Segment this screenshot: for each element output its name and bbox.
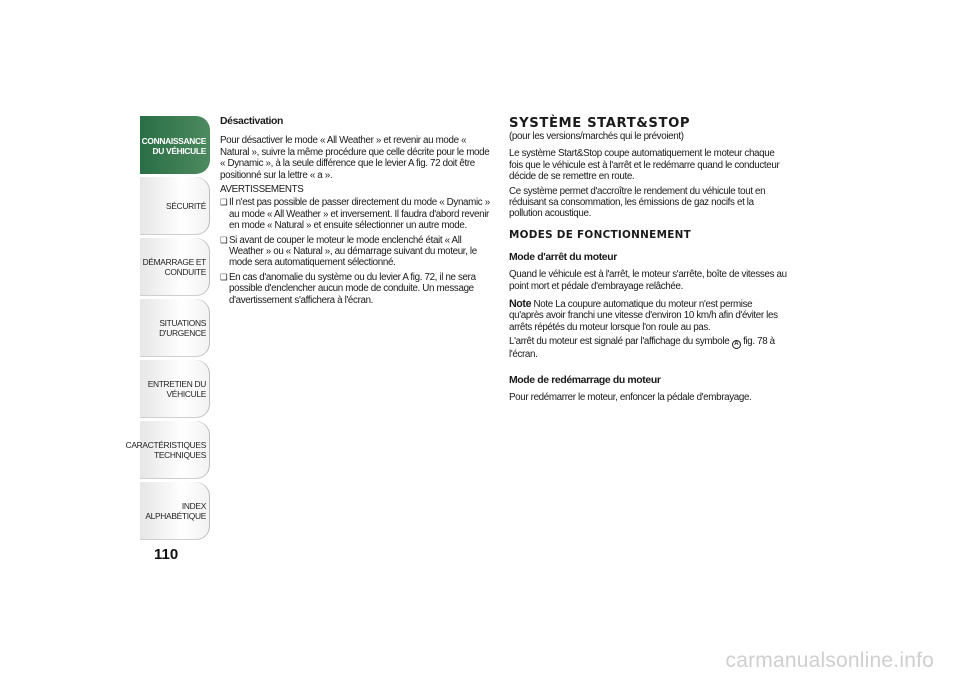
- note-text: Note La coupure automatique du moteur n'est permise qu'après avoir franchi une vitesse d'environ 10 km/h afin d'éviter les arrêts répétés du moteur lorsque l'on roule au pas.: [509, 299, 778, 333]
- watermark: carmanualsonline.info: [725, 649, 934, 672]
- stop-mode-heading: Mode d'arrêt du moteur: [509, 251, 617, 263]
- restart-mode-paragraph: Pour redémarrer le moteur, enfoncer la pédale d'embrayage.: [509, 392, 752, 404]
- startstop-paragraph-1: Le système Start&Stop coupe automatiquement le moteur chaque fois que le véhicule est à l'arrêt et le redémarre quand le conducteur décide de se remettre en route.: [509, 148, 780, 183]
- symbol-paragraph: [509, 336, 789, 360]
- warnings-label: AVERTISSEMENTS: [220, 184, 304, 196]
- list-item: ❑ Il n'est pas possible de passer directement du mode « Dynamic » au mode « All Weather » et inversement. Il faudra d'abord revenir en mode « Natural » et ensuite sélectionner un autre mode.: [220, 197, 492, 231]
- left-column: [220, 116, 492, 309]
- page-number: 110: [154, 546, 179, 563]
- warnings-list: [220, 197, 492, 306]
- tab-connaissance-du-vehicule[interactable]: CONNAISSANCE DU VÉHICULE: [140, 116, 210, 174]
- tab-securite[interactable]: SÉCURITÉ: [140, 177, 210, 235]
- section-title: SYSTÈME START&STOP: [509, 116, 691, 131]
- section-subtitle: (pour les versions/marchés qui le prévoient): [509, 131, 684, 142]
- note-paragraph: [509, 299, 789, 333]
- symbol-text-after: fig. 78 à l'écran.: [509, 336, 775, 361]
- startstop-symbol-icon: A: [732, 340, 741, 349]
- list-item: ❑ Si avant de couper le moteur le mode enclenché était « All Weather » ou « Natural », au démarrage suivant du moteur, le mode sera automatiquement sélectionné.: [220, 235, 492, 269]
- startstop-paragraph-2: Ce système permet d'accroître le rendement du véhicule tout en réduisant sa consommation, les émissions de gaz nocifs et la pollution acoustique.: [509, 185, 766, 220]
- tab-caracteristiques-techniques[interactable]: CARACTÉRISTIQUES TECHNIQUES: [140, 421, 210, 479]
- deactivation-heading: Désactivation: [220, 116, 284, 127]
- modes-heading: MODES DE FONCTIONNEMENT: [509, 228, 691, 241]
- tab-situations-d-urgence[interactable]: SITUATIONS D'URGENCE: [140, 299, 210, 357]
- tab-demarrage-et-conduite[interactable]: DÉMARRAGE ET CONDUITE: [140, 238, 210, 296]
- tab-index-alphabetique[interactable]: INDEX ALPHABÉTIQUE: [140, 482, 210, 540]
- tab-entretien-du-vehicule[interactable]: ENTRETIEN DU VÉHICULE: [140, 360, 210, 418]
- deactivation-paragraph: Pour désactiver le mode « All Weather » et revenir au mode « Natural », suivre la même procédure que celle décrite pour le mode « Dynamic », à la seule différence que le levier A fig. 72 doit être positionné sur la lettre « a ».: [220, 135, 490, 181]
- stop-mode-paragraph: Quand le véhicule est à l'arrêt, le moteur s'arrête, boîte de vitesses au point mort et pédale d'embrayage relâchée.: [509, 269, 787, 292]
- note-label: Note: [509, 298, 532, 311]
- right-column: [509, 116, 789, 407]
- symbol-text-before: L'arrêt du moteur est signalé par l'affichage du symbole: [509, 336, 730, 348]
- list-item: ❑ En cas d'anomalie du système ou du levier A fig. 72, il ne sera possible d'enclencher aucun mode de conduite. Un message d'avertissement s'affichera à l'écran.: [220, 272, 492, 306]
- restart-mode-heading: Mode de redémarrage du moteur: [509, 374, 661, 386]
